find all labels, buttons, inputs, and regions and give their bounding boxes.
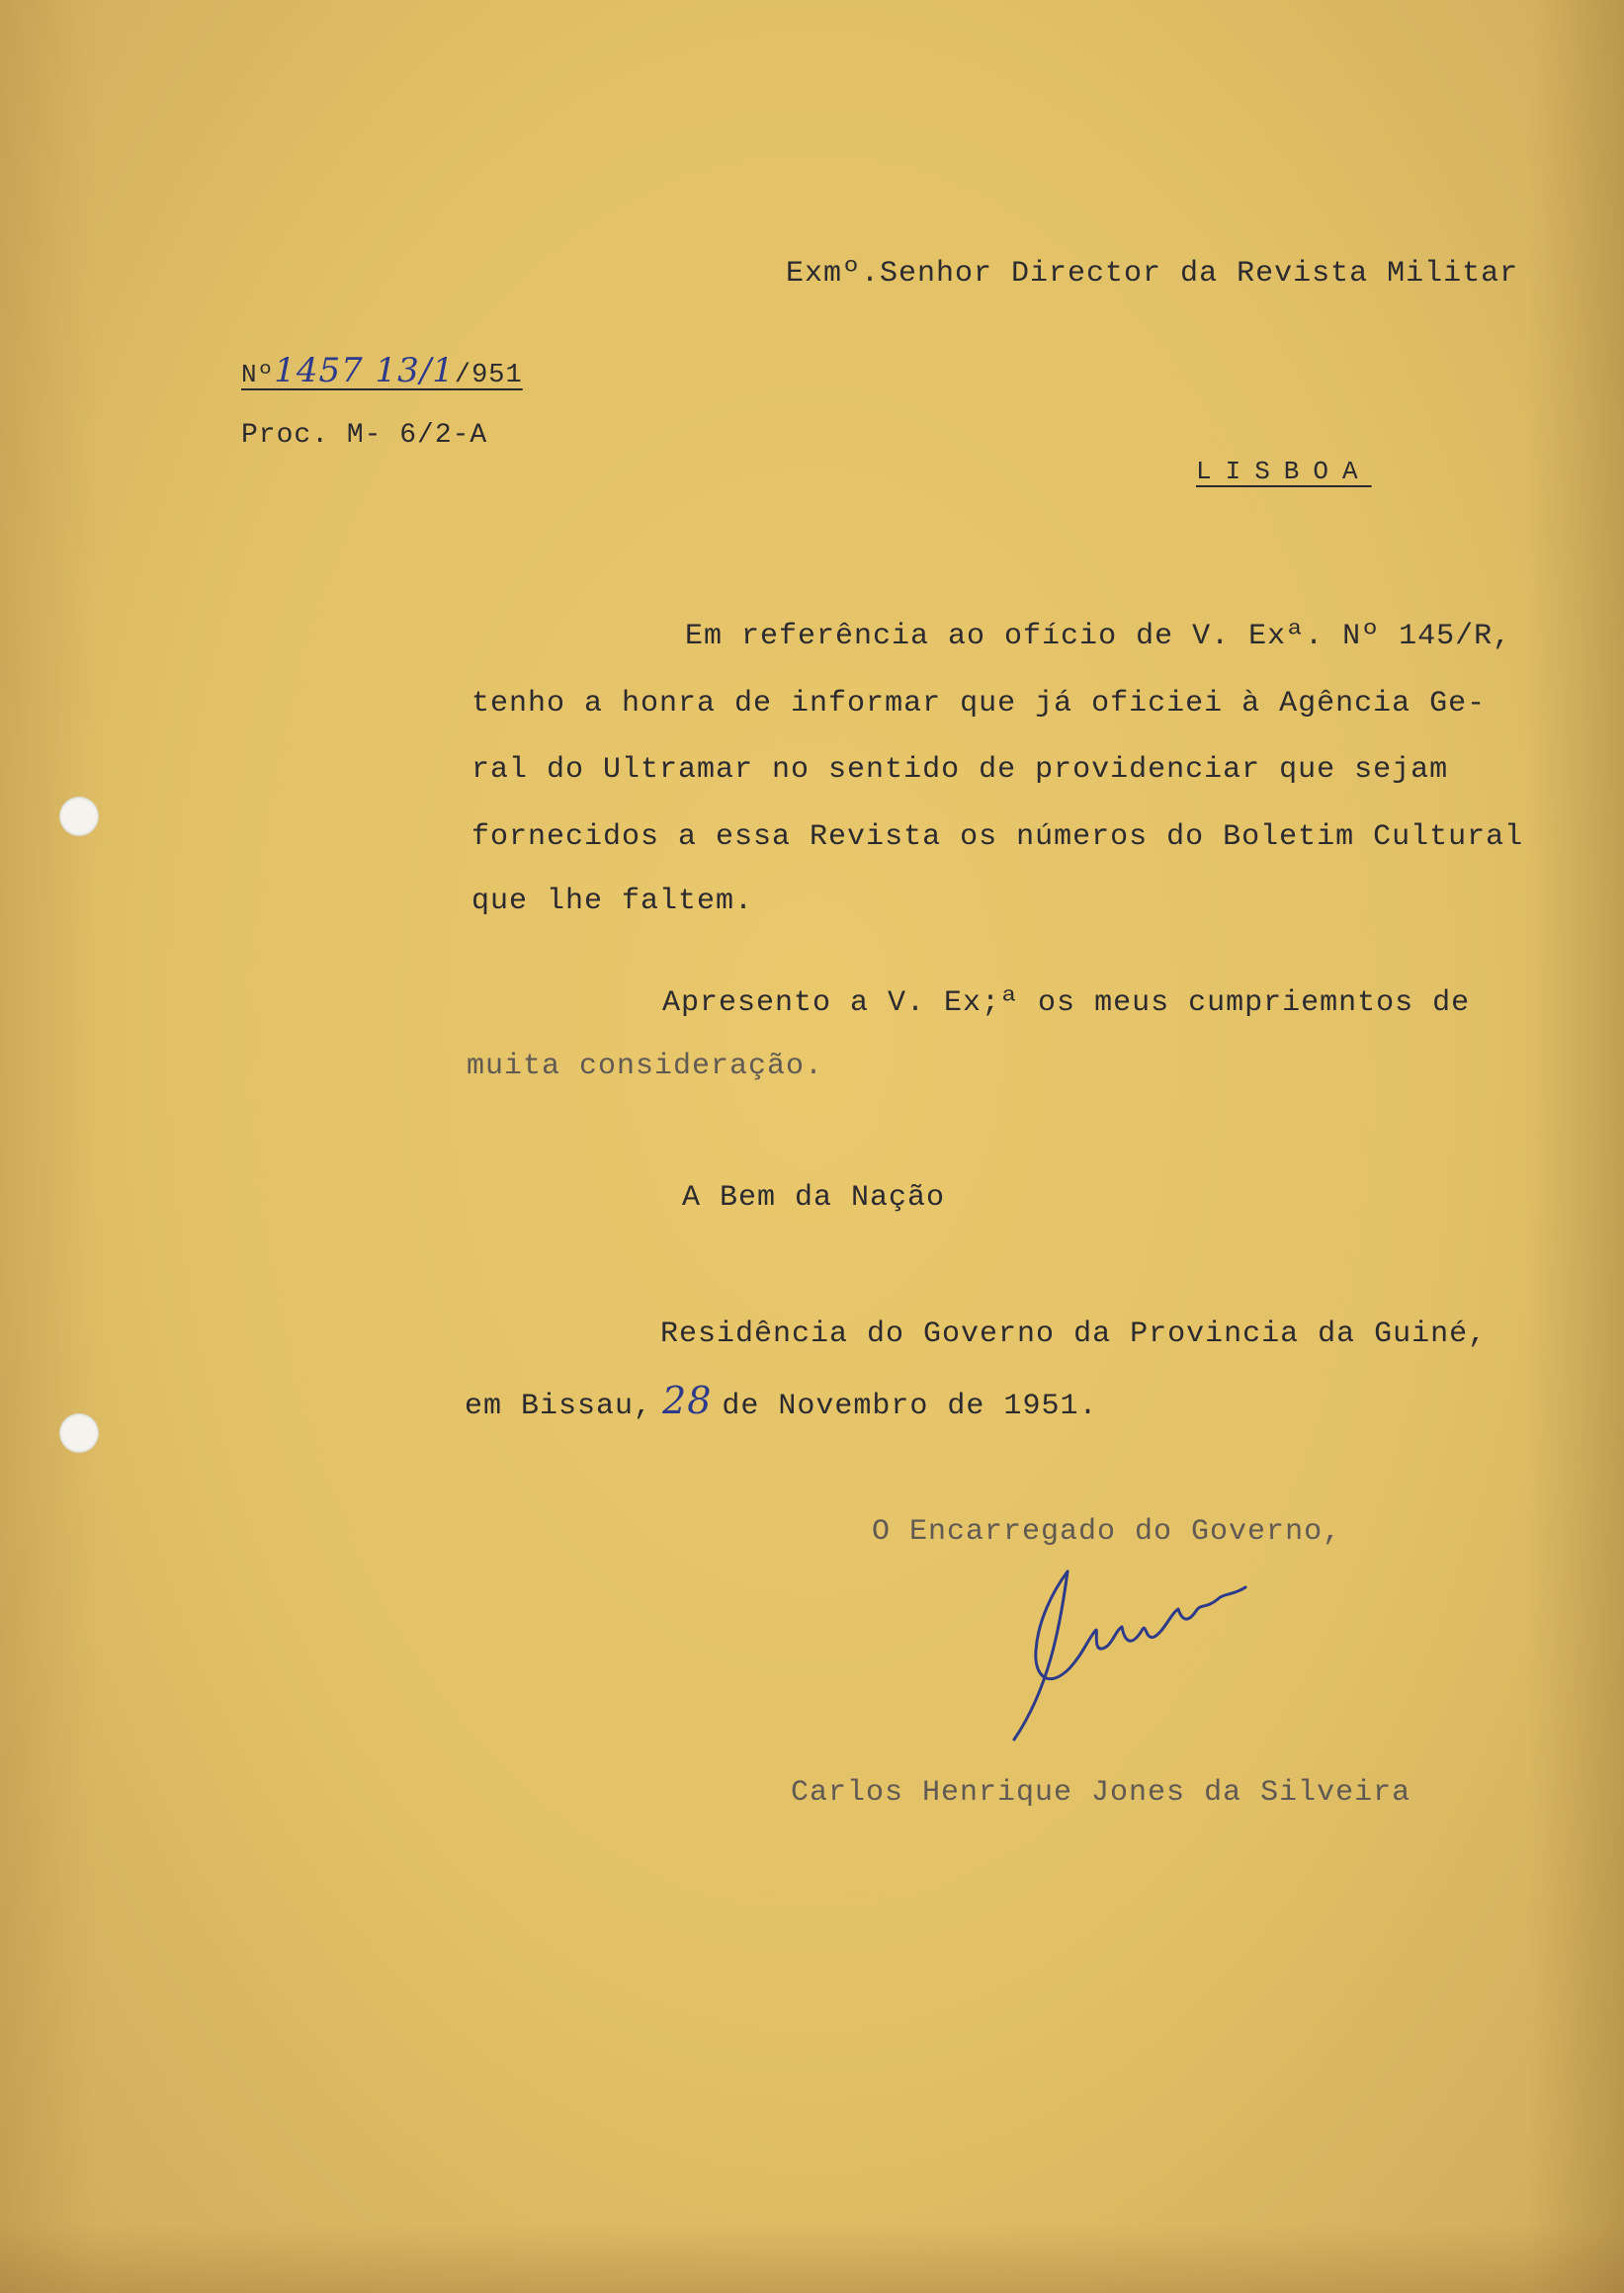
place-line-2 (465, 1379, 1097, 1423)
signatory-title: O Encarregado do Governo, (872, 1515, 1342, 1549)
place-line-1: Residência do Governo da Provincia da Guiné, (660, 1317, 1488, 1351)
body-line-1: Em referência ao ofício de V. Exª. Nº 145/R, (685, 620, 1512, 653)
place-prefix: em Bissau, (465, 1390, 653, 1423)
signatory-name: Carlos Henrique Jones da Silveira (791, 1776, 1411, 1810)
salutation: A Bem da Nação (682, 1181, 946, 1215)
handwritten-signature (998, 1552, 1275, 1749)
reference-prefix: Nº (241, 360, 275, 389)
reference-number (241, 351, 523, 391)
place-suffix: de Novembro de 1951. (722, 1390, 1098, 1423)
body-line-3: ral do Ultramar no sentido de providenciar que sejam (471, 753, 1449, 787)
date-day-handwritten: 28 (662, 1379, 713, 1422)
paper-edge-shading (0, 2224, 1624, 2293)
punch-hole-top (59, 797, 99, 836)
body-line-2: tenho a honra de informar que já oficiei à Agência Ge- (471, 687, 1487, 721)
addressee-line: Exmº.Senhor Director da Revista Militar (786, 257, 1519, 291)
process-reference: Proc. M- 6/2-A (241, 420, 488, 451)
body-line-5: que lhe faltem. (471, 885, 754, 918)
closing-line-1: Apresento a V. Ex;ª os meus cumpriemntos de (662, 986, 1471, 1020)
body-line-4: fornecidos a essa Revista os números do Boletim Cultural (471, 820, 1524, 854)
destination-city: LISBOA (1196, 457, 1372, 486)
closing-line-2: muita consideração. (467, 1050, 824, 1083)
reference-year: /951 (454, 361, 523, 390)
reference-handwritten: 1457 13/1 (274, 351, 455, 390)
punch-hole-bottom (59, 1413, 99, 1453)
